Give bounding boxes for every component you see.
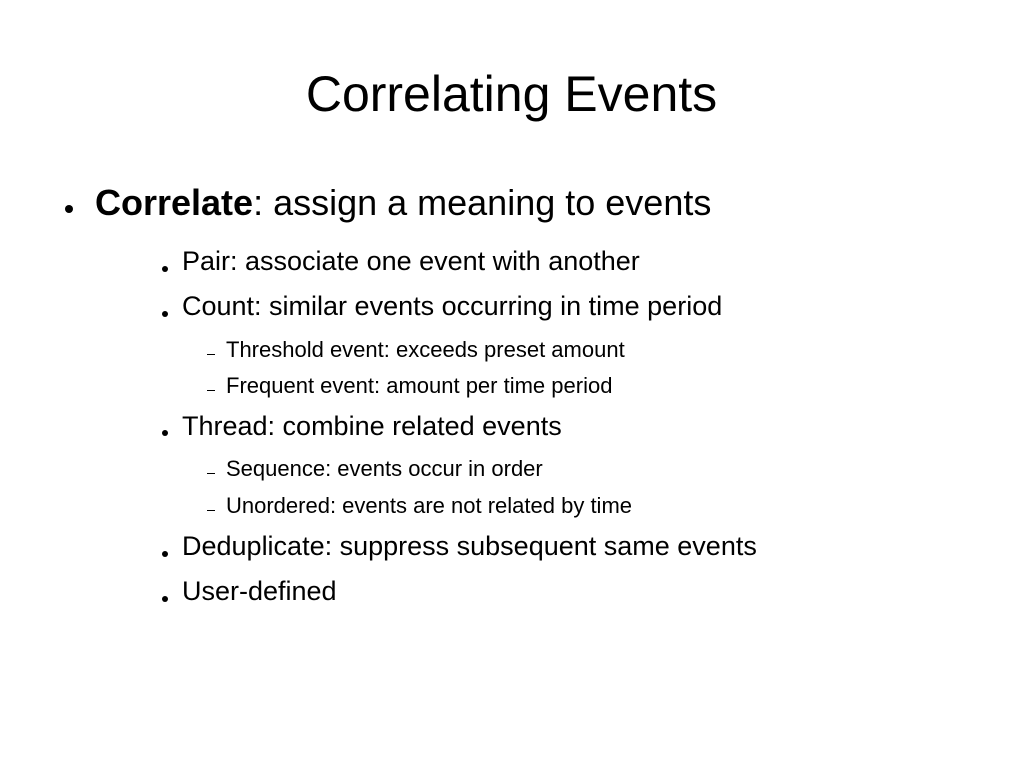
bullet-dot-icon [162,311,168,317]
bullet-dot-icon [65,205,73,213]
bullet-dot-icon [162,430,168,436]
term-definition: : assign a meaning to events [253,182,712,223]
sub-frequent-event: Frequent event: amount per time period [226,373,613,398]
sub-unordered: Unordered: events are not related by time [226,493,633,518]
bullet-pair: Pair: associate one event with another [182,246,640,276]
bullet-deduplicate: Deduplicate: suppress subsequent same events [182,531,757,561]
slide-title: Correlating Events [305,66,718,122]
dash-icon [207,390,215,391]
dash-icon [207,473,215,474]
term-correlate: Correlate [95,182,254,223]
dash-icon [207,510,215,511]
dash-icon [207,354,215,355]
bullet-dot-icon [162,596,168,602]
bullet-user-defined: User-defined [182,576,337,606]
bullet-count: Count: similar events occurring in time period [182,291,723,321]
bullet-dot-icon [162,551,168,557]
bullet-dot-icon [162,266,168,272]
bullet-thread: Thread: combine related events [182,411,562,441]
sub-threshold-event: Threshold event: exceeds preset amount [226,337,625,362]
sub-sequence: Sequence: events occur in order [226,456,543,481]
bullet-level1 [95,182,711,224]
